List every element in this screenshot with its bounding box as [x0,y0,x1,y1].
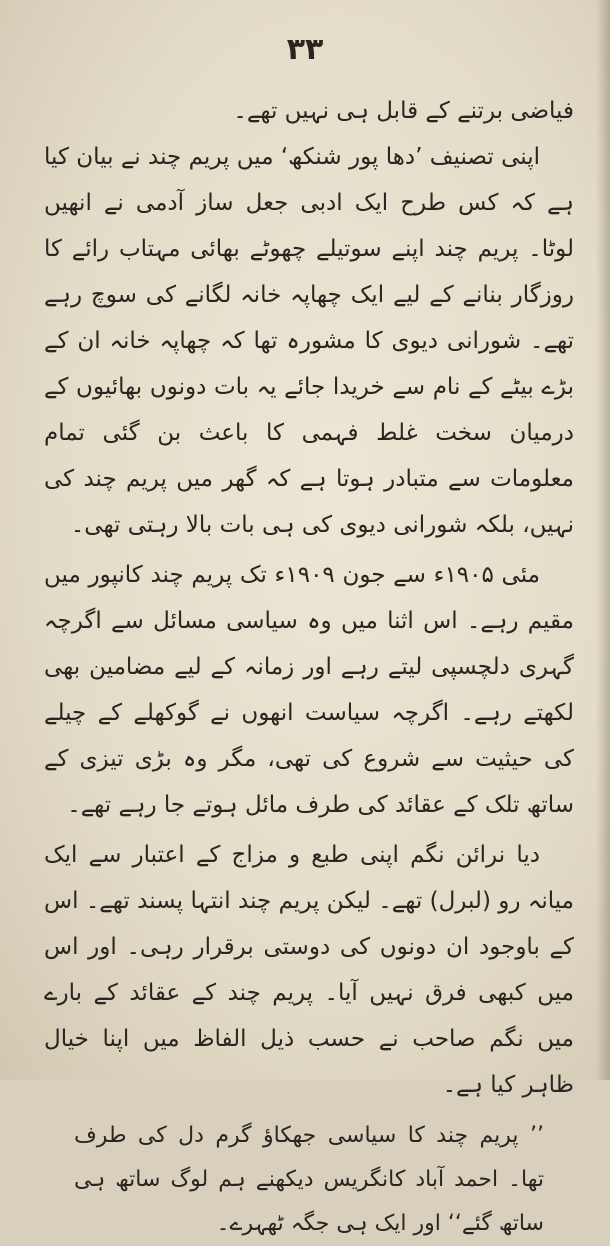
quotation: ’’ پریم چند کا سیاسی جھکاؤ گرم دل کی طرف تھا۔ احمد آباد کانگریس دیکھنے ہم لوگ ساتھ ہی ساتھ گئے‘‘ اور ایک ہی جگہ ٹھہرے۔ [74,1123,544,1236]
page-edge-shadow [596,0,610,1080]
paragraph-1: فیاضی برتنے کے قابل ہی نہیں تھے۔ [233,98,574,124]
page-body [44,88,574,1246]
page-number: ۳۳ [286,32,324,67]
paragraph-2: اپنی تصنیف ’دھا پور شنکھ‘ میں پریم چند نے بیان کیا ہے کہ کس طرح ایک ادبی جعل ساز آدمی نے انھیں لوٹا۔ پریم چند اپنے سوتیلے چھوٹے بھائی مہتاب رائے کا روزگار بنانے کے لیے ایک چھاپہ خانہ لگانے کی سوچ رہے تھے۔ شورانی دیوی کا مشورہ تھا کہ چھاپہ خانہ ان کے بڑے بیٹے کے نام سے خریدا جائے یہ بات دونوں بھائیوں کے درمیان سخت غلط فہمی کا باعث بن گئی تمام معلومات سے متبادر ہوتا ہے کہ گھر میں پریم چند کی نہیں، بلکہ شورانی دیوی کی ہی بات بالا رہتی تھی۔ [44,144,574,538]
paragraph-3: مئی ۱۹۰۵ء سے جون ۱۹۰۹ء تک پریم چند کانپور میں مقیم رہے۔ اس اثنا میں وہ سیاسی مسائل سے اگرچہ گہری دلچسپی لیتے رہے اور زمانہ کے لیے مضامین بھی لکھتے رہے۔ اگرچہ سیاست انھوں نے گوکھلے کے چیلے کی حیثیت سے شروع کی تھی، مگر وہ بڑی تیزی کے ساتھ تلک کے عقائد کی طرف مائل ہوتے جا رہے تھے۔ [44,562,574,818]
paragraph-4: دیا نرائن نگم اپنی طبع و مزاج کے اعتبار سے ایک میانہ رو (لبرل) تھے۔ لیکن پریم چند انتہا پسند تھے۔ اس کے باوجود ان دونوں کی دوستی برقرار رہی۔ اور اس میں کبھی فرق نہیں آیا۔ پریم چند کے عقائد کے بارے میں نگم صاحب نے حسب ذیل الفاظ میں اپنا خیال ظاہر کیا ہے۔ [44,842,574,1098]
